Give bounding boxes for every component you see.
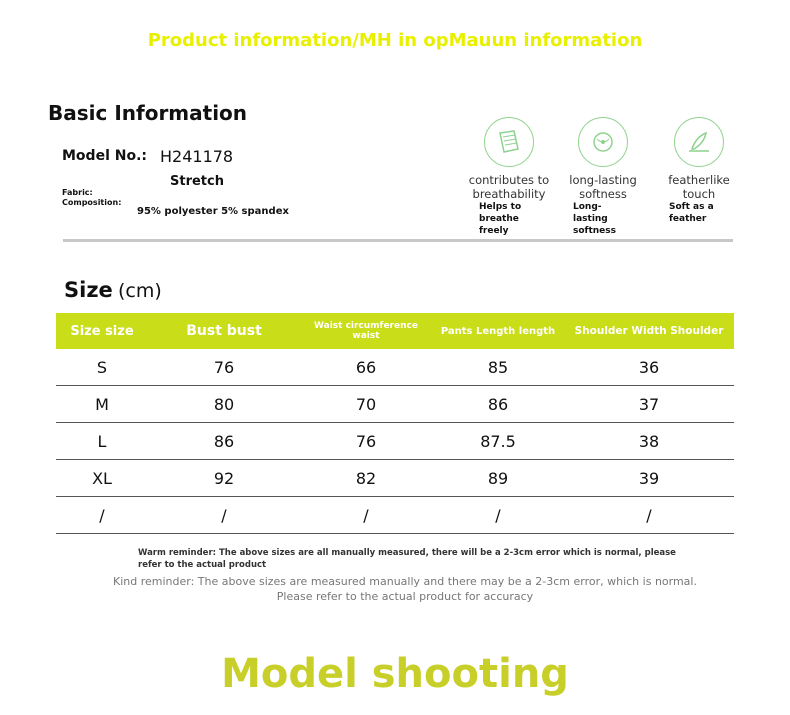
feature-title: long-lasting softness <box>569 173 637 201</box>
feature-desc: Helps to breathe freely <box>479 202 522 236</box>
feather-hand-icon <box>674 117 724 167</box>
header-bust: Bust bust <box>148 313 300 349</box>
shoulder-cell: 37 <box>564 386 734 423</box>
length-cell: 86 <box>432 386 564 423</box>
waist-cell: 82 <box>300 460 432 497</box>
table-row <box>56 423 734 460</box>
page-banner: Product information/MH in opMauun information <box>147 30 643 51</box>
bust-cell: 76 <box>148 349 300 386</box>
feature-title: contributes to breathability <box>468 173 550 201</box>
length-cell: / <box>432 497 564 534</box>
model-number-label: Model No.: <box>62 148 147 164</box>
size-cell: XL <box>56 460 148 497</box>
shoulder-cell: 36 <box>564 349 734 386</box>
table-row <box>56 386 734 423</box>
length-cell: 85 <box>432 349 564 386</box>
model-shooting-heading: Model shooting <box>221 651 569 697</box>
waist-cell: 66 <box>300 349 432 386</box>
soft-ball-icon <box>578 117 628 167</box>
header-size: Size size <box>56 313 148 349</box>
size-cell: L <box>56 423 148 460</box>
size-cell: S <box>56 349 148 386</box>
length-cell: 87.5 <box>432 423 564 460</box>
model-number-value: H241178 <box>160 147 234 166</box>
warm-reminder: Warm reminder: The above sizes are all manually measured, there will be a 2-3cm error which is normal, please refer to the actual product <box>138 548 676 570</box>
kind-reminder: Kind reminder: The above sizes are measured manually and there may be a 2-3cm error, which is normal. Please refer to the actual product for accuracy <box>113 575 697 603</box>
composition-label: Composition: <box>62 198 122 207</box>
bust-cell: / <box>148 497 300 534</box>
bust-cell: 86 <box>148 423 300 460</box>
size-title: Size <box>64 278 113 302</box>
section-divider <box>63 239 733 242</box>
feature-breathability <box>461 117 557 237</box>
fabric-label: Fabric: <box>62 188 93 197</box>
stretch-label: Stretch <box>170 174 224 189</box>
header-pants-length: Pants Length length <box>432 313 564 349</box>
size-table <box>56 313 734 534</box>
waist-cell: 70 <box>300 386 432 423</box>
feature-desc: Soft as a feather <box>669 202 714 224</box>
shoulder-cell: / <box>564 497 734 534</box>
header-waist: Waist circumference waist <box>300 313 432 349</box>
waist-cell: 76 <box>300 423 432 460</box>
shoulder-cell: 38 <box>564 423 734 460</box>
size-cell: / <box>56 497 148 534</box>
feature-softness <box>555 117 651 237</box>
waist-cell: / <box>300 497 432 534</box>
size-table-header-row <box>56 313 734 349</box>
bust-cell: 92 <box>148 460 300 497</box>
basic-info-title: Basic Information <box>48 101 248 125</box>
size-unit: (cm) <box>118 280 162 302</box>
header-shoulder: Shoulder Width Shoulder <box>564 313 734 349</box>
table-row <box>56 460 734 497</box>
size-cell: M <box>56 386 148 423</box>
feature-desc: Long-lasting softness <box>573 202 616 236</box>
shoulder-cell: 39 <box>564 460 734 497</box>
length-cell: 89 <box>432 460 564 497</box>
table-row <box>56 349 734 386</box>
breathable-fabric-icon <box>484 117 534 167</box>
bust-cell: 80 <box>148 386 300 423</box>
feature-touch <box>651 117 747 225</box>
composition-value: 95% polyester 5% spandex <box>137 206 289 217</box>
table-row <box>56 497 734 534</box>
feature-title: featherlike touch <box>668 173 730 201</box>
